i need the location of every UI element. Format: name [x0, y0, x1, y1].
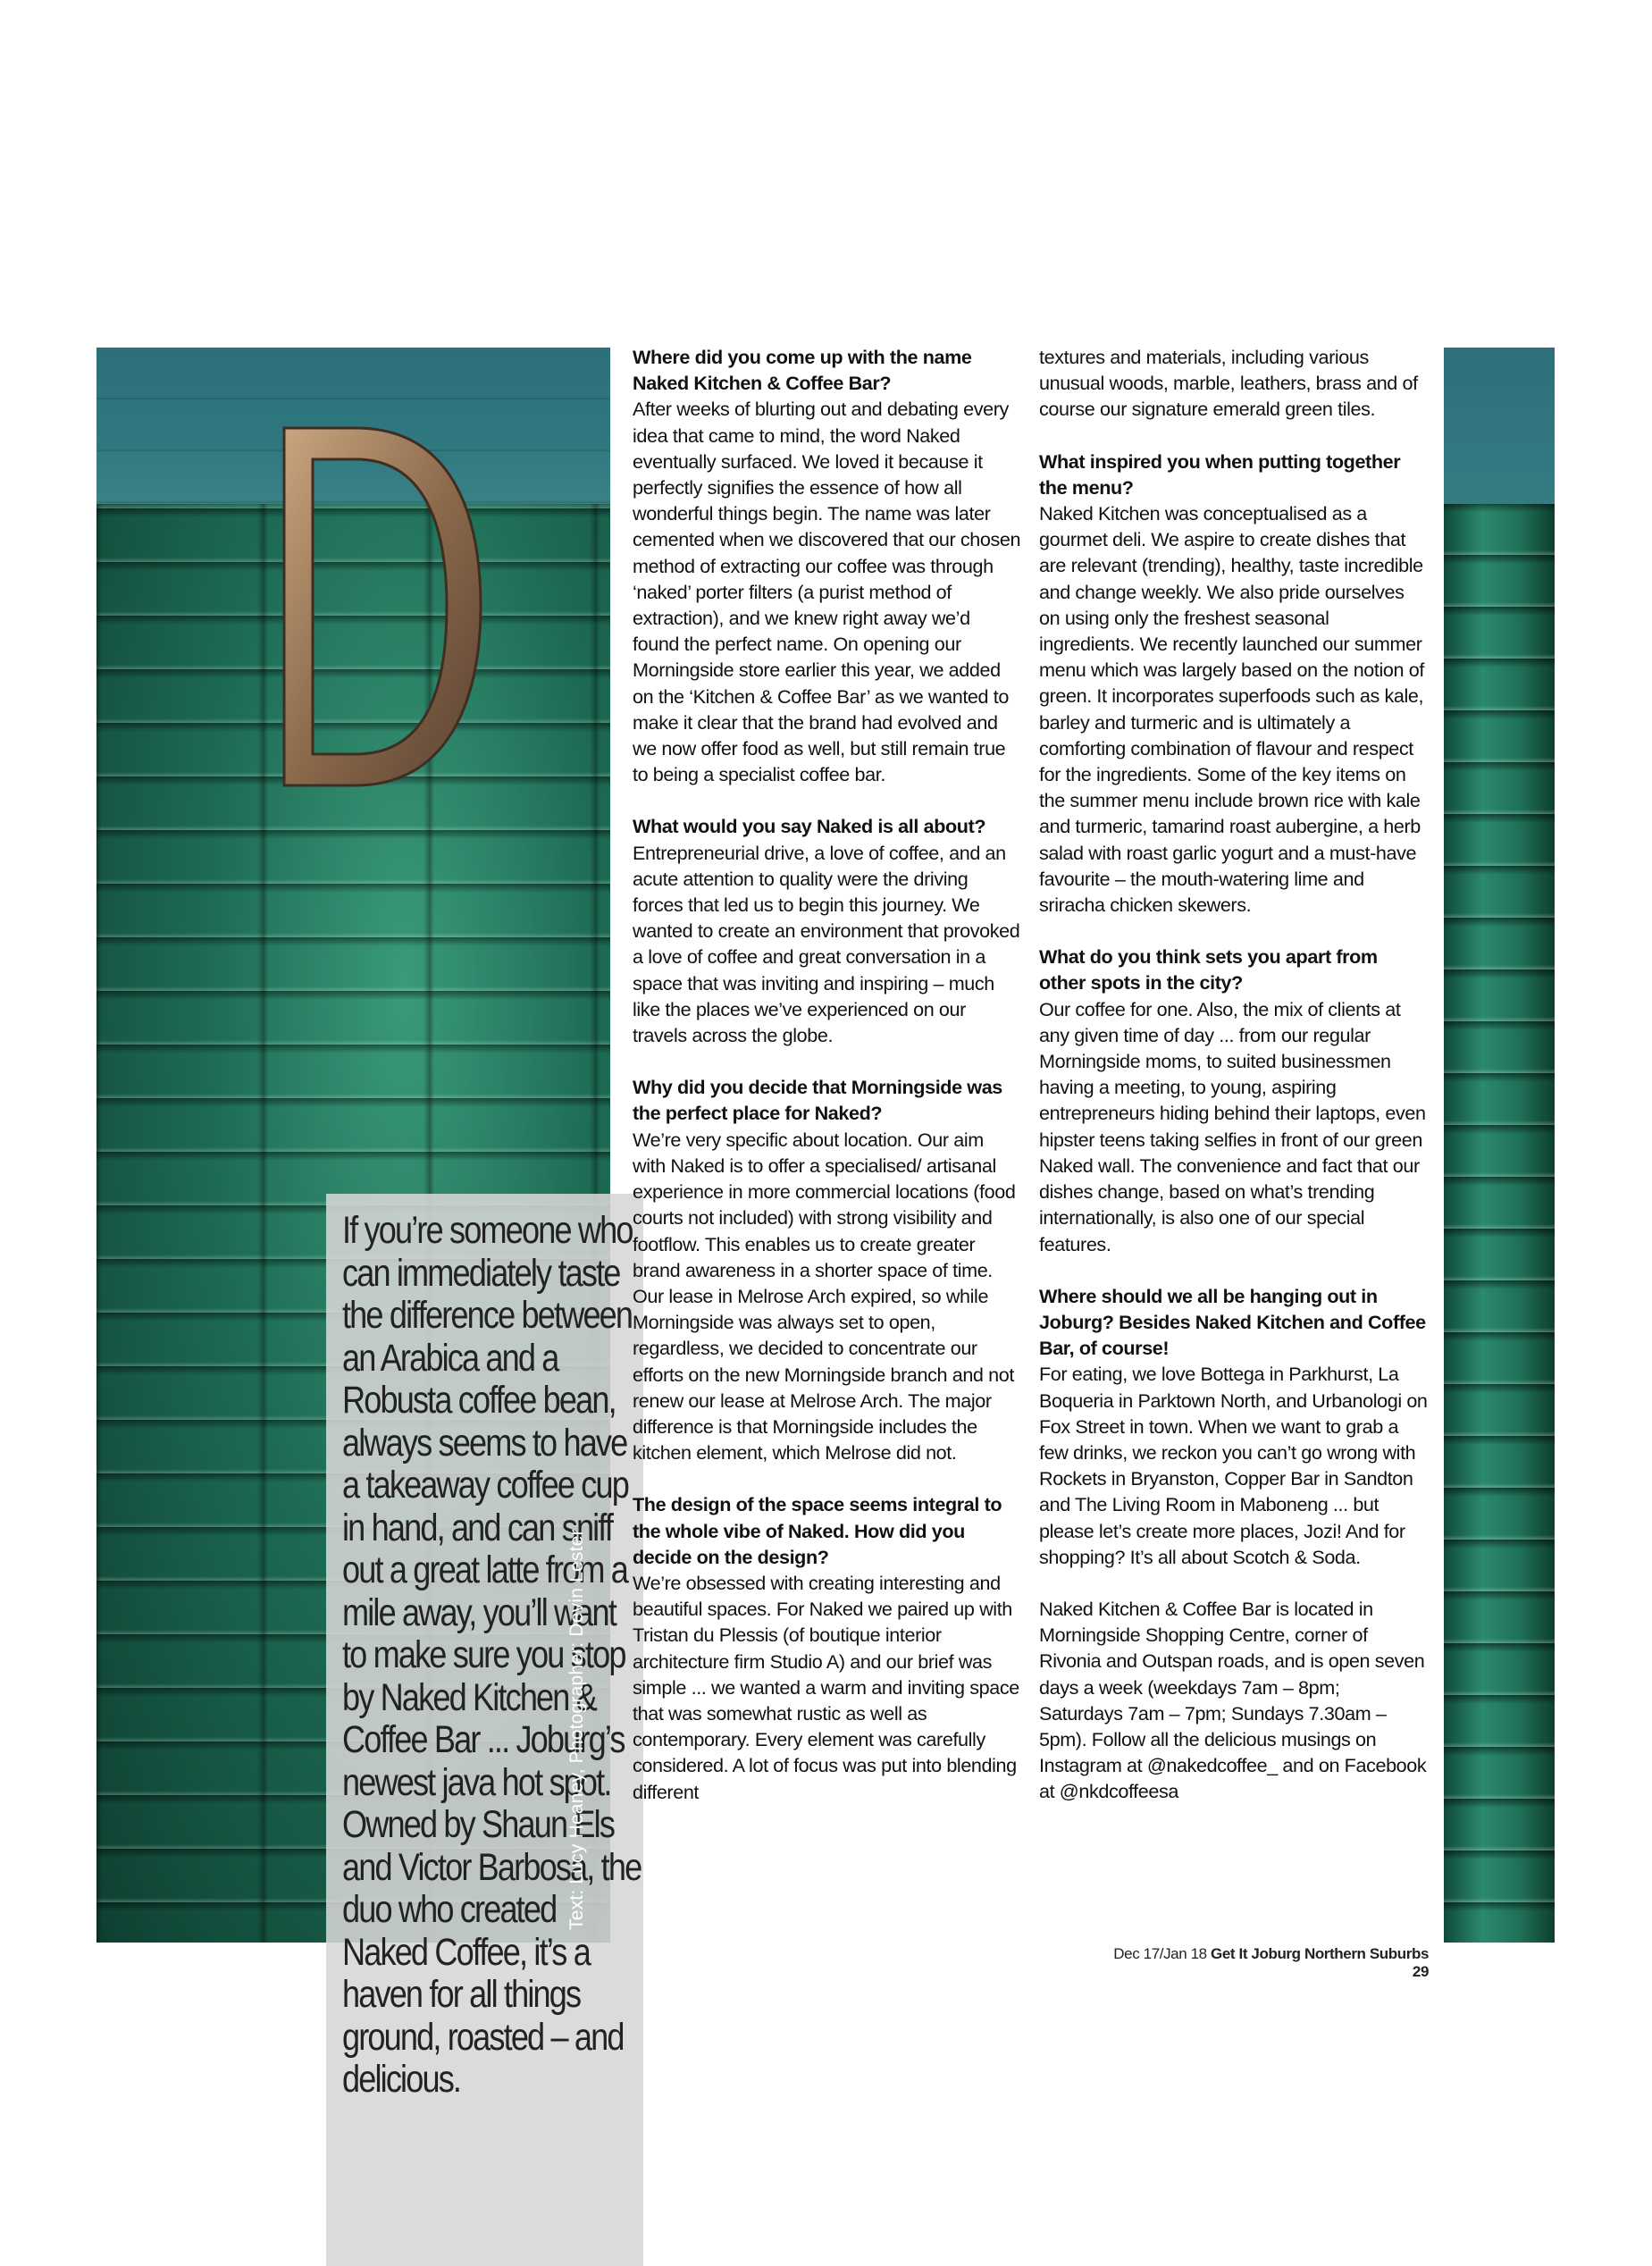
article-column-2	[1039, 344, 1428, 1831]
continuation-paragraph: textures and materials, including various unusual woods, marble, leathers, brass and of course our signature emerald green tiles.	[1039, 346, 1418, 421]
question: Why did you decide that Morningside was the perfect place for Naked?	[633, 1076, 1002, 1125]
qa-block	[633, 1074, 1021, 1465]
qa-block	[633, 813, 1021, 1048]
tile-wall-photo-right	[1444, 348, 1555, 1943]
qa-block	[1039, 449, 1428, 919]
tile-wall-photo	[96, 348, 642, 2101]
question: Where did you come up with the name Naked Kitchen & Coffee Bar?	[633, 346, 972, 395]
qa-block	[633, 1491, 1021, 1804]
issue-date: Dec 17/Jan 18	[1113, 1945, 1207, 1962]
page-footer	[1109, 1945, 1429, 1981]
article-column-1	[633, 344, 1021, 1831]
answer: For eating, we love Bottega in Parkhurst, La Boqueria in Parktown North, and Urbanologi on Fox Street in town. When we want to grab a few drinks, we reckon you can’t go wrong with Rockets in Bryanston, Copper Bar in Sandton and The Living Room in Maboneng ... but please let’s create more places, Jozi! And for shopping? It’s all about Scotch & Soda.	[1039, 1363, 1428, 1568]
page-number: 29	[1412, 1963, 1429, 1980]
answer: We’re very specific about location. Our aim with Naked is to offer a specialised/ artisanal experience in more commercial locations (food courts not included) with strong visibility and footflow. This enables us to create greater brand awareness in a shorter space of time. Our lease in Melrose Arch expired, so while Morningside was always set to open, regardless, we decided to concentrate our efforts on the new Morningside branch and not renew our lease at Melrose Arch. The major difference is that Morningside includes the kitchen element, which Melrose did not.	[633, 1128, 1016, 1465]
question: Where should we all be hanging out in Joburg? Besides Naked Kitchen and Coffee Bar, of course!	[1039, 1284, 1426, 1360]
answer: Naked Kitchen was conceptualised as a gourmet deli. We aspire to create dishes that are relevant (trending), healthy, taste incredible and change weekly. We also pride ourselves on using only the freshest seasonal ingredients. We recently launched our summer menu which was largely based on the notion of green. It incorporates superfoods such as kale, barley and turmeric and is ultimately a comforting combination of flavour and respect for the ingredients. Some of the key items on the summer menu include brown rice with kale and turmeric, tamarind roast aubergine, a herb salad with roast garlic yogurt and a must-have favourite – the mouth-watering lime and sriracha chicken skewers.	[1039, 502, 1424, 917]
question: The design of the space seems integral to the whole vibe of Naked. How did you decide on the design?	[633, 1493, 1002, 1568]
pull-quote: If you’re someone who can immediately taste the difference between an Arabica and a Robusta coffee bean, always seems to have a takeaway coffee cup in hand, and can sniff out a great latte from a mile away, you’ll want to make sure you stop by Naked Kitchen & Coffee Bar ... Joburg’s newest java hot spot. Owned by Shaun Els and Victor Barbosa, the duo who created Naked Coffee, it’s a haven for all things ground, roasted – and delicious.	[342, 1209, 642, 2101]
answer: After weeks of blurting out and debating every idea that came to mind, the word Naked eventually surfaced. We loved it because it perfectly signifies the essence of how all wonderful things begin. The name was later cemented when we discovered that our chosen method of extracting our coffee was through ‘naked’ porter filters (a purist method of extraction), and we knew right away we’d found the perfect name. On opening our Morningside store earlier this year, we added on the ‘Kitchen & Coffee Bar’ as we wanted to make it clear that the brand had evolved and we now offer food as well, but still remain true to being a specialist coffee bar.	[633, 398, 1021, 786]
publication-name: Get It Joburg Northern Suburbs	[1211, 1945, 1429, 1962]
qa-block	[633, 344, 1021, 787]
pull-quote-box	[326, 1194, 643, 2266]
answer: Our coffee for one. Also, the mix of clients at any given time of day ... from our regular Morningside moms, to suited businessmen having a meeting, to young, aspiring entrepreneurs hiding behind their laptops, even hipster teens taking selfies in front of our green Naked wall. The convenience and fact that our dishes change, based on what’s trending internationally, is also one of our special features.	[1039, 997, 1426, 1255]
answer: Entrepreneurial drive, a love of coffee, and an acute attention to quality were the driving forces that led us to begin this journey. We wanted to create an environment that provoked a love of coffee and great conversation in a space that was inviting and inspiring – much like the places we’ve experienced on our travels across the globe.	[633, 841, 1020, 1047]
photo-credit: Text: Lucy Heaney, Photographer: Devin Lester	[566, 1529, 587, 1930]
question: What would you say Naked is all about?	[633, 815, 986, 838]
answer: We’re obsessed with creating interesting and beautiful spaces. For Naked we paired up with Tristan du Plessis (of boutique interior architecture firm Studio A) and our brief was simple ... we wanted a warm and inviting space that was somewhat rustic as well as contemporary. Every element was carefully considered. A lot of focus was put into blending different	[633, 1571, 1019, 1803]
sign-letter-d	[257, 410, 499, 803]
question: What inspired you when putting together the menu?	[1039, 449, 1401, 499]
closing-paragraph: Naked Kitchen & Coffee Bar is located in Morningside Shopping Centre, corner of Rivonia and Outspan roads, and is open seven days a week (weekdays 7am – 8pm; Saturdays 7am – 7pm; Sundays 7.30am – 5pm). Follow all the delicious musings on Instagram at @nakedcoffee_ and on Facebook at @nkdcoffeesa	[1039, 1597, 1427, 1803]
question: What do you think sets you apart from other spots in the city?	[1039, 945, 1378, 995]
qa-block	[1039, 944, 1428, 1256]
qa-block	[1039, 1283, 1428, 1570]
